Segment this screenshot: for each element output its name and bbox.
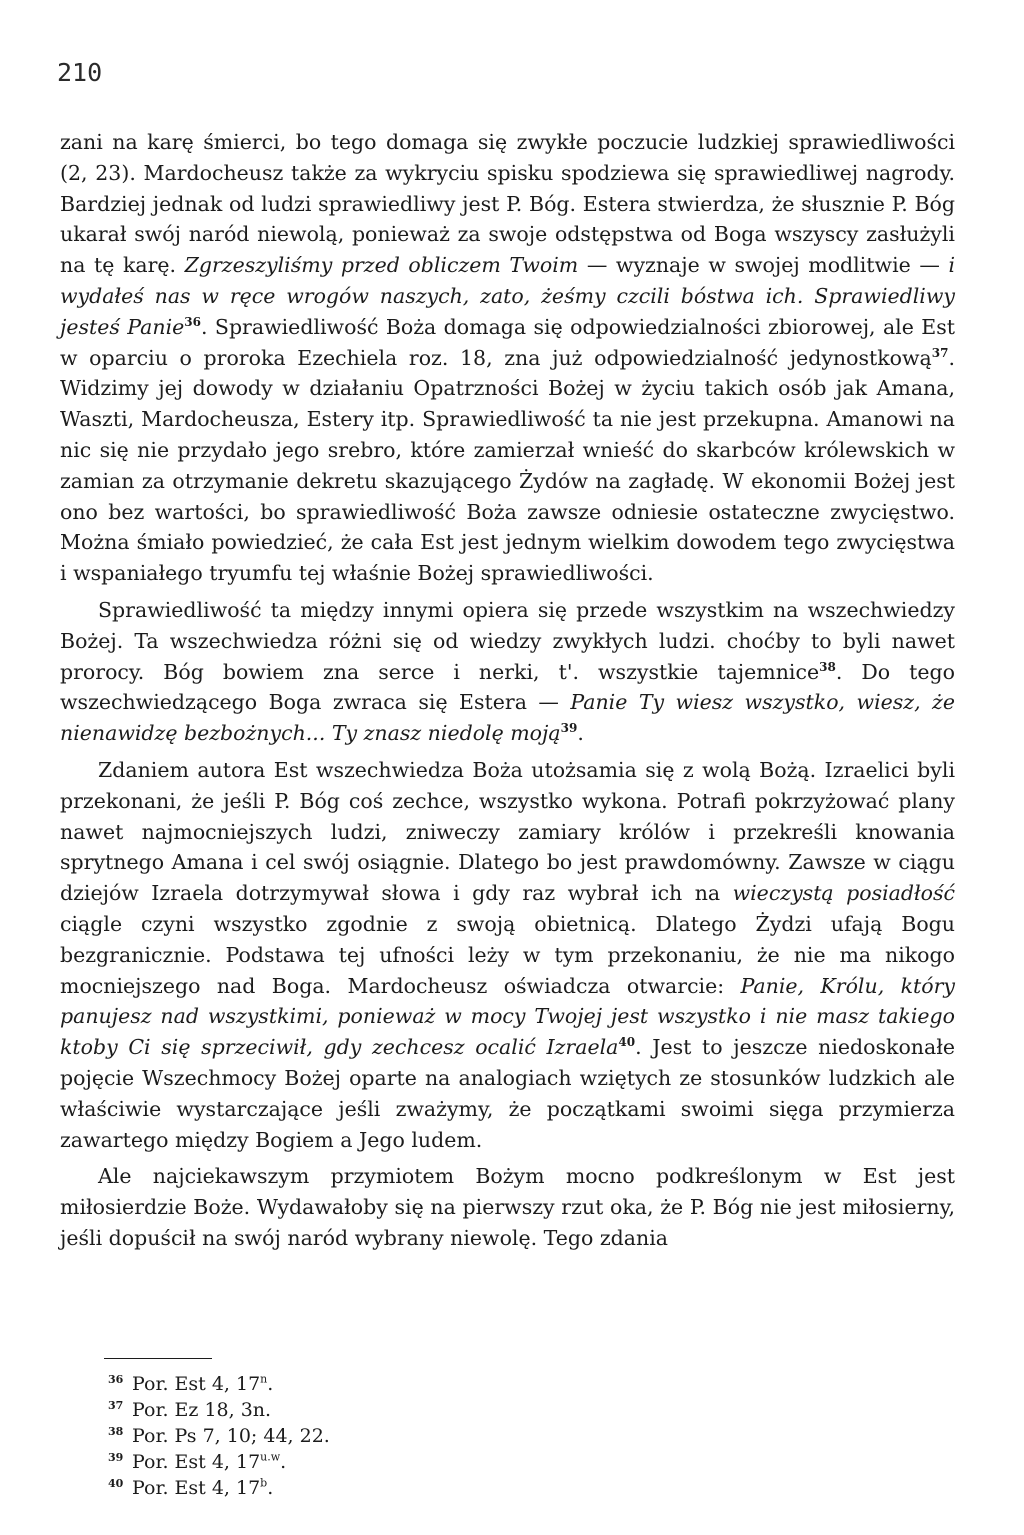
italic-quote: Zgrzeszyliśmy przed obliczem Twoim: [184, 253, 579, 278]
text-run: . Do tego wszechwiedzącego Boga zwraca się Estera —: [60, 659, 955, 715]
footnote-text: Por. Est 4, 17$^b$.: [132, 1476, 274, 1499]
footnote-number: 36: [108, 1373, 124, 1386]
text-run: . Sprawiedliwość Boża domaga się odpowiedzialności zbiorowej, ale Est w oparciu o proroka Ezechiela roz. 18, zna już odpowiedzialność jedynostkową: [60, 314, 955, 370]
text-run: ciągle czyni wszystko zgodnie z swoją obietnicą. Dlatego Żydzi ufają Bogu bezgranicznie. Podstawa tej ufności leży w tym przekonaniu, że nie ma nikogo mocniejszego nad Boga. Mardocheusz oświadcza otwarcie:: [60, 911, 955, 998]
text-run: .: [577, 721, 584, 746]
footnote-text: Por. Ps 7, 10; 44, 22.: [132, 1425, 330, 1447]
footnote-ref: 36: [184, 314, 201, 329]
footnote-divider: [104, 1358, 212, 1359]
text-run: . Widzimy jej dowody w działaniu Opatrzności Bożej w życiu takich osób jak Amana, Waszti, Mardocheusza, Estery itp. Sprawiedliwość ta nie jest przekupna. Amanowi na nic się nie przydało jego srebro, które zamierzał wnieść do skarbców królewskich w zamian za otrzymanie dekretu skazującego Żydów na zagładę. W ekonomii Bożej jest ono bez wartości, bo sprawiedliwość Boża zawsze odniesie ostateczne zwycięstwo. Można śmiało powiedzieć, że cała Est jest jednym wielkim dowodem tego zwycięstwa i wspaniałego tryumfu tej właśnie Bożej sprawiedliwości.: [60, 345, 955, 586]
footnote: [108, 1395, 608, 1421]
footnote-ref: 40: [618, 1035, 636, 1050]
footnote-number: 39: [108, 1451, 124, 1464]
italic-quote: Panie Ty wiesz wszystko, wiesz, że nienawidzę bezbożnych... Ty znasz niedolę moją: [60, 690, 955, 746]
paragraph: [60, 595, 955, 749]
text-run: Ale najciekawszym przymiotem Bożym mocno podkreślonym w Est jest miłosierdzie Boże. Wydawałoby się na pierwszy rzut oka, że P. Bóg nie jest miłosierny, jeśli dopuścił na swój naród wybrany niewolę. Tego zdania: [60, 1164, 955, 1250]
footnote-text: Por. Est 4, 17$^n$.: [132, 1372, 274, 1395]
italic-quote: Panie, Królu, który panujesz nad wszystkimi, ponieważ w mocy Twojej jest wszystko i nie masz takiego ktoby Ci się sprzeciwił, gdy zechcesz ocalić Izraela: [60, 973, 955, 1060]
footnote: [108, 1447, 608, 1473]
footnote: [108, 1473, 608, 1499]
text-run: zani na karę śmierci, bo tego domaga się zwykłe poczucie ludzkiej sprawiedliwości (2, 23). Mardocheusz także za wykryciu spisku spodziewa się sprawiedliwej nagrody. Bardziej jednak od ludzi sprawiedliwy jest P. Bóg. Estera stwierdza, że słusznie P. Bóg ukarał swój naród niewolą, ponieważ za swoje odstępstwa od Boga wszyscy zasłużyli na tę karę.: [60, 130, 955, 278]
footnote-number: 38: [108, 1425, 124, 1438]
paragraph: [60, 755, 955, 1155]
footnotes: [108, 1369, 608, 1499]
text-run: Sprawiedliwość ta między innymi opiera się przede wszystkim na wszechwiedzy Bożej. Ta wszechwiedza różni się od wiedzy zwykłych ludzi. choćby to byli nawet prorocy. Bóg bowiem zna serce i nerki, t'. wszystkie tajemnice: [60, 597, 955, 684]
footnote: [108, 1421, 608, 1447]
footnote: [108, 1369, 608, 1395]
footnote-number: 40: [108, 1477, 124, 1490]
text-run: Zdaniem autora Est wszechwiedza Boża utożsamia się z wolą Bożą. Izraelici byli przekonani, że jeśli P. Bóg coś zechce, wszystko wykona. Potrafi pokrzyżować plany nawet najmocniejszych ludzi, zniweczy zamiary królów i przekreśli knowania sprytnego Amana i cel swój osiągnie. Dlatego bo jest prawdomówny. Zawsze w ciągu dziejów Izraela dotrzymywał słowa i gdy raz wybrał ich na: [60, 757, 955, 906]
footnote-ref: 37: [931, 345, 949, 360]
text-run: — wyznaje w swojej modlitwie —: [578, 253, 949, 278]
page-number: 210: [57, 58, 103, 87]
paragraph: [60, 127, 955, 589]
paragraph: [60, 1161, 955, 1253]
footnote-ref: 38: [819, 659, 836, 674]
footnote-text: Por. Ez 18, 3n.: [132, 1399, 272, 1421]
text-run: . Jest to jeszcze niedoskonałe pojęcie Wszechmocy Bożej oparte na analogiach wziętych ze stosunków ludzkich ale właściwie wystarczające jeśli zważymy, że początkami swoimi sięga przymierza zawartego między Bogiem a Jego ludem.: [60, 1035, 956, 1152]
italic-quote: i wydałeś nas w ręce wrogów naszych, zato, żeśmy czcili bóstwa ich. Sprawiedliwy jesteś Panie: [60, 253, 955, 339]
footnote-text: Por. Est 4, $17^{u.w}$.: [132, 1450, 287, 1473]
body-text: [60, 127, 955, 1260]
italic-quote: wieczystą posiadłość: [732, 881, 955, 906]
footnote-number: 37: [108, 1399, 124, 1412]
footnote-ref: 39: [560, 721, 578, 736]
